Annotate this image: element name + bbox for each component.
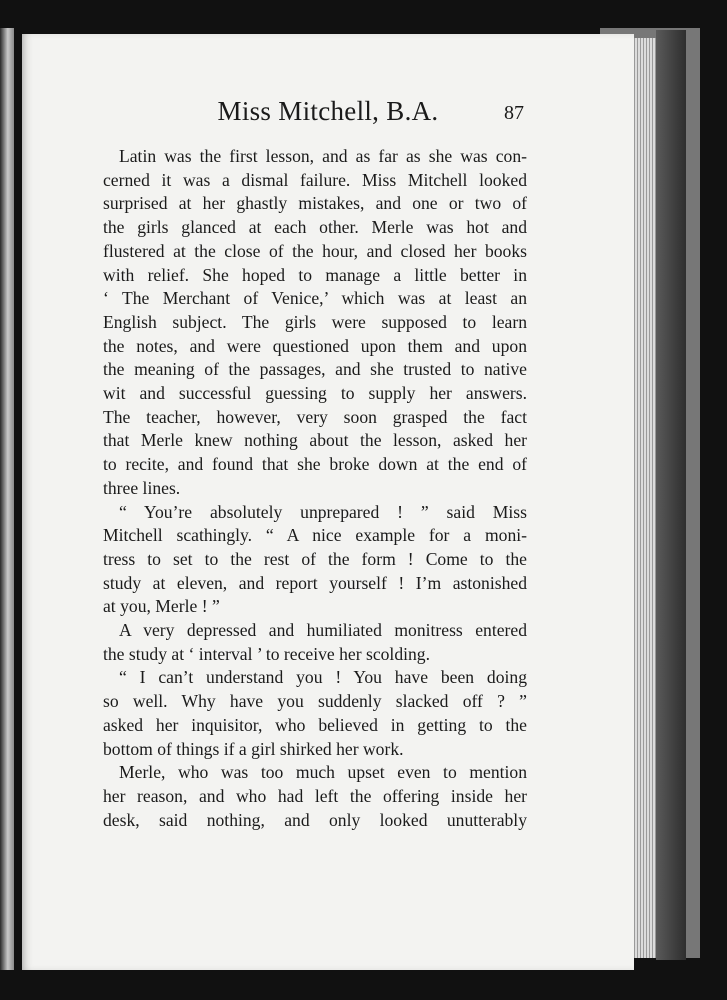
text-line: the girls glanced at each other. Merle was hot and bbox=[103, 217, 527, 238]
text-line: the meaning of the passages, and she trusted to native bbox=[103, 359, 527, 380]
text-line: The teacher, however, very soon grasped the fact bbox=[103, 406, 527, 427]
text-line: at you, Merle ! ” bbox=[103, 596, 220, 617]
text-line: flustered at the close of the hour, and closed her books bbox=[103, 240, 527, 261]
text-line: study at eleven, and report yourself ! I’m astonished bbox=[103, 572, 527, 593]
text-line: “ I can’t understand you ! You have been doing bbox=[119, 667, 527, 688]
book-board bbox=[656, 30, 686, 960]
book-left-edge bbox=[0, 28, 14, 970]
text-line: to recite, and found that she broke down at the end of bbox=[103, 454, 527, 475]
text-line: cerned it was a dismal failure. Miss Mitchell looked bbox=[103, 169, 527, 190]
text-line: Mitchell scathingly. “ A nice example for a moni- bbox=[103, 525, 527, 546]
text-line: wit and successful guessing to supply her answers. bbox=[103, 383, 527, 404]
text-line: tress to set to the rest of the form ! Come to the bbox=[103, 548, 527, 569]
text-line: surprised at her ghastly mistakes, and one or two of bbox=[103, 193, 527, 214]
running-title: Miss Mitchell, B.A. bbox=[217, 96, 439, 126]
text-line: “ You’re absolutely unprepared ! ” said Miss bbox=[119, 501, 527, 522]
text-line: the notes, and were questioned upon them and upon bbox=[103, 335, 527, 356]
text-line: three lines. bbox=[103, 477, 181, 498]
text-line: so well. Why have you suddenly slacked off ? ” bbox=[103, 691, 527, 712]
text-line: her reason, and who had left the offering inside her bbox=[103, 785, 527, 806]
text-line: English subject. The girls were supposed to learn bbox=[103, 311, 527, 332]
book-page bbox=[22, 34, 634, 970]
text-line: bottom of things if a girl shirked her work. bbox=[103, 738, 404, 759]
text-line: ‘ The Merchant of Venice,’ which was at least an bbox=[103, 288, 527, 309]
text-line: with relief. She hoped to manage a little better in bbox=[103, 264, 527, 285]
text-line: that Merle knew nothing about the lesson, asked her bbox=[103, 430, 527, 451]
page-number: 87 bbox=[504, 102, 524, 124]
body-text bbox=[103, 145, 527, 832]
page-stack-edge bbox=[632, 38, 656, 958]
running-head bbox=[22, 96, 634, 136]
text-line: Merle, who was too much upset even to mention bbox=[119, 762, 527, 783]
text-line: the study at ‘ interval ’ to receive her scolding. bbox=[103, 643, 430, 664]
text-line: desk, said nothing, and only looked unutterably bbox=[103, 809, 527, 830]
text-line: asked her inquisitor, who believed in getting to the bbox=[103, 714, 527, 735]
text-line: A very depressed and humiliated monitress entered bbox=[119, 620, 527, 641]
text-line: Latin was the first lesson, and as far as she was con- bbox=[119, 146, 527, 166]
